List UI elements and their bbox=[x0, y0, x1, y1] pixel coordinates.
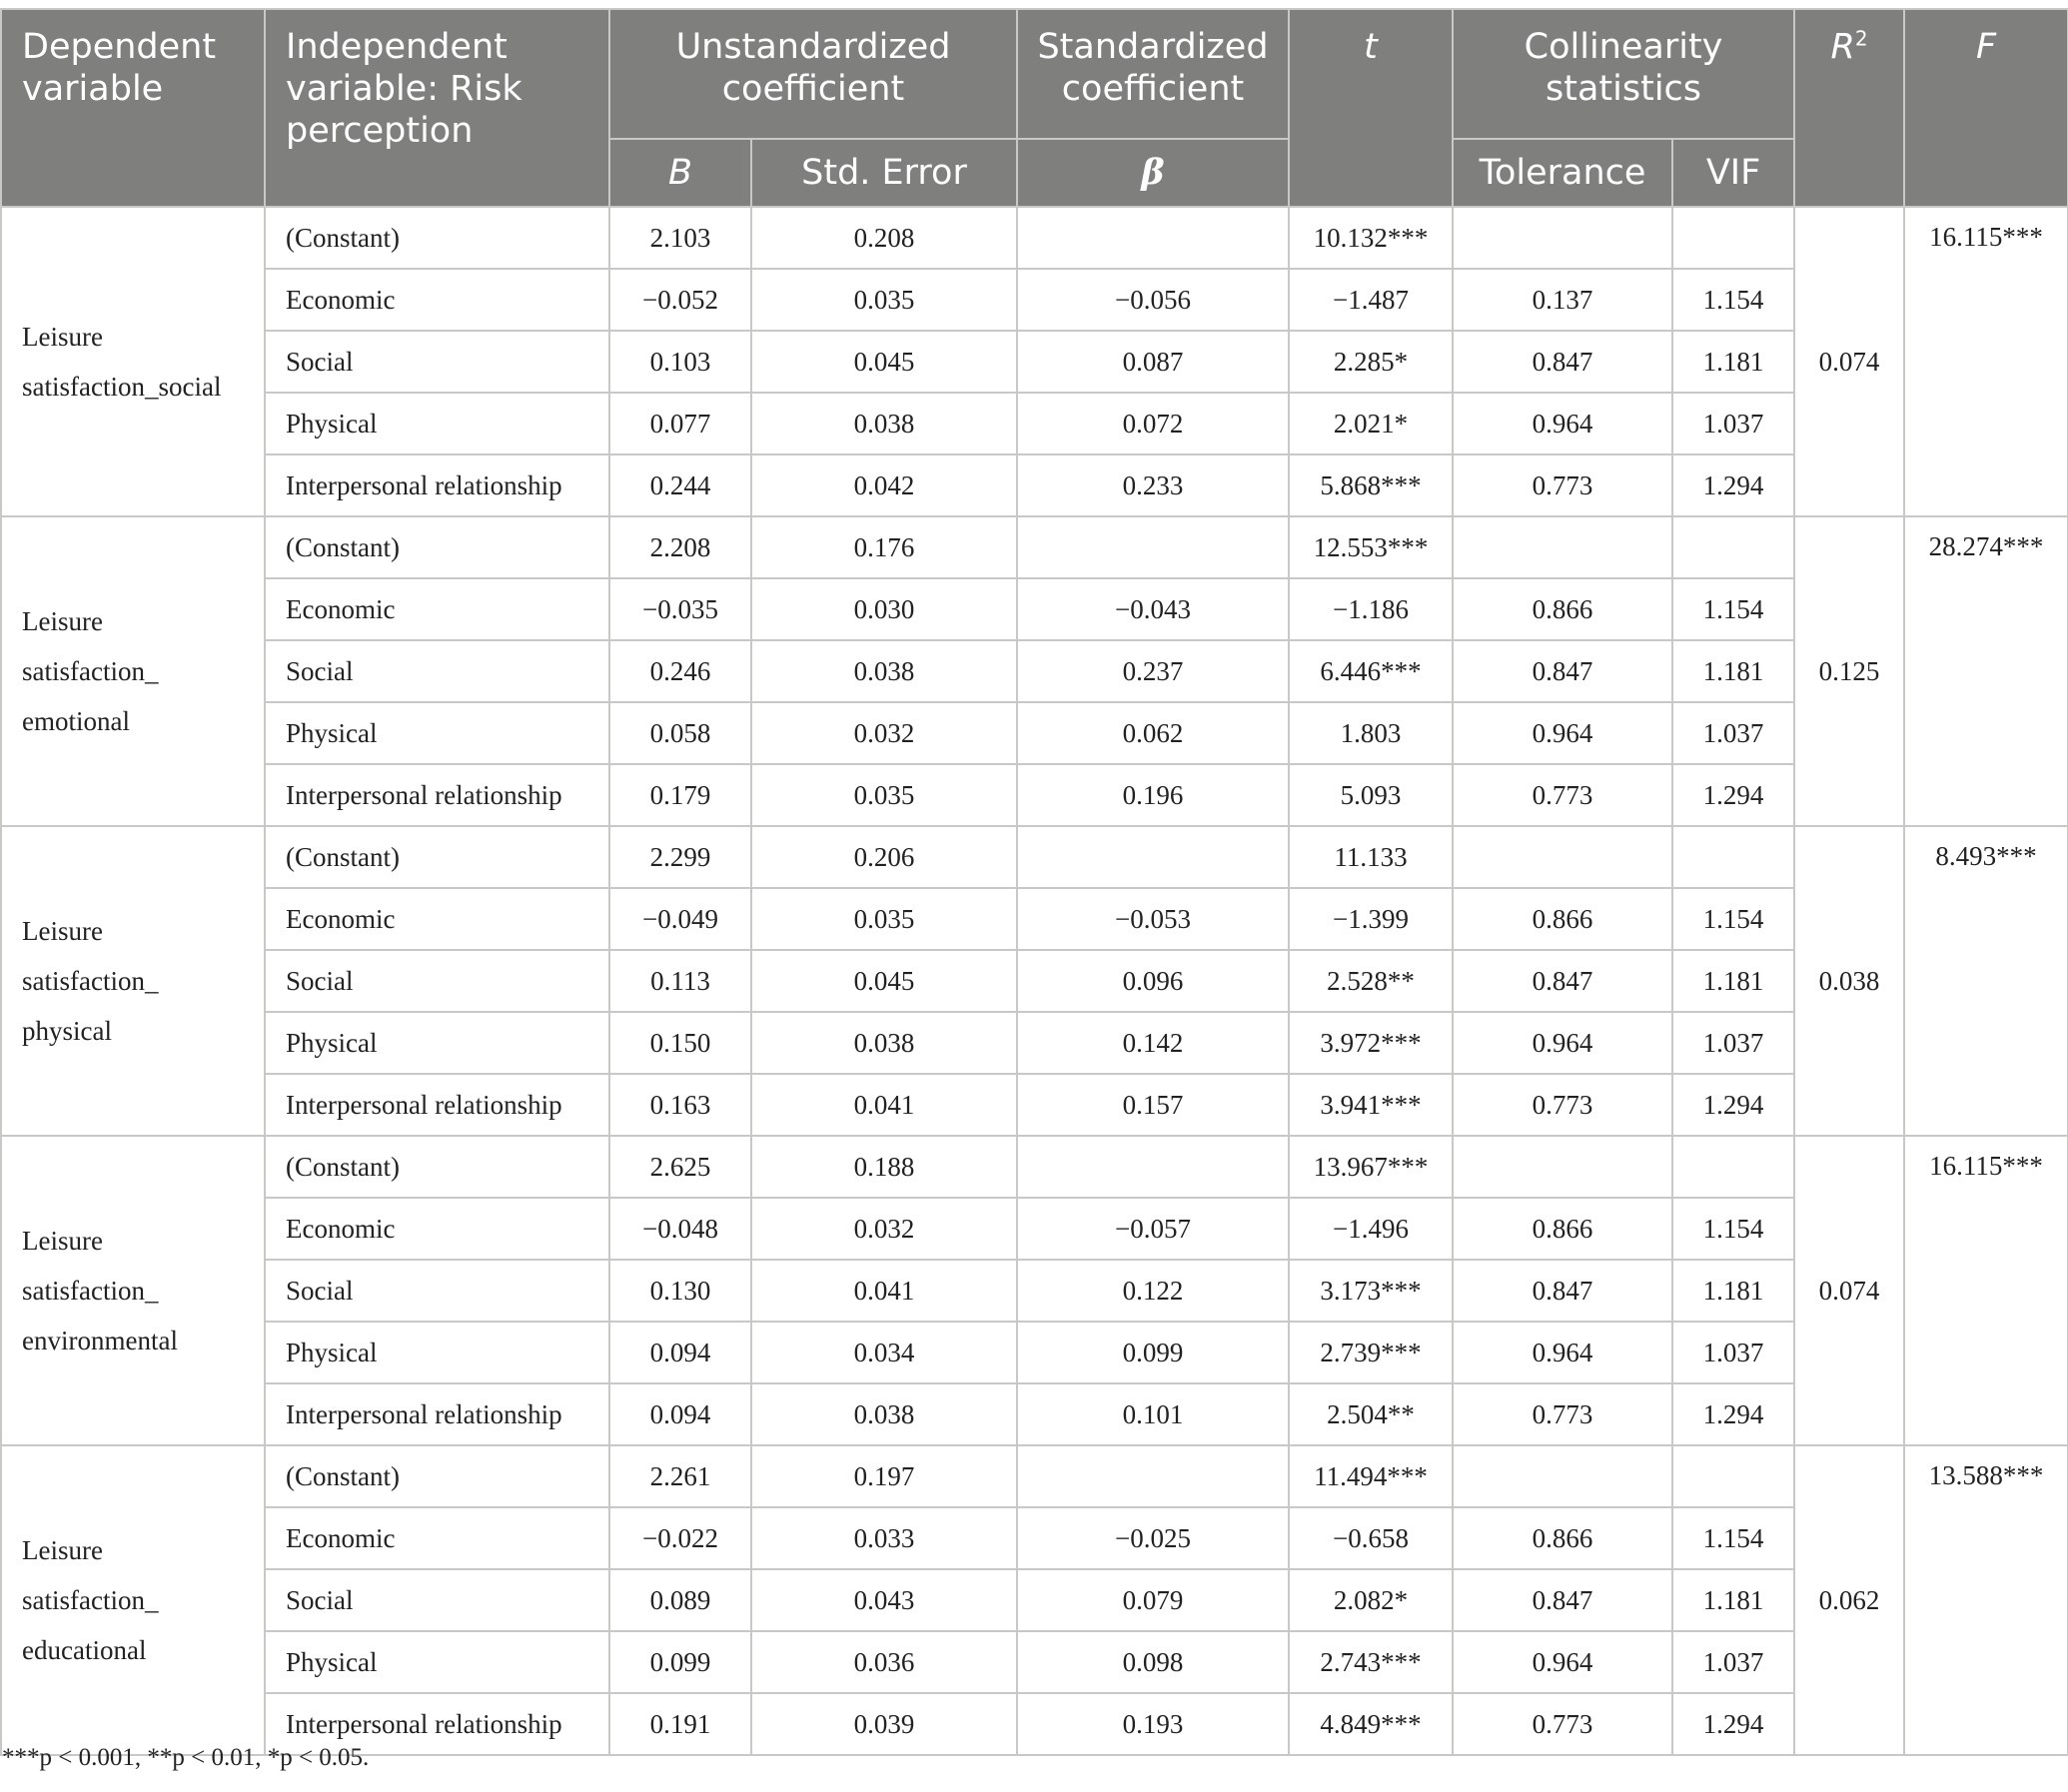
tolerance-cell: 0.964 bbox=[1453, 1322, 1672, 1383]
t-cell: 13.967*** bbox=[1289, 1136, 1453, 1198]
std-error-cell: 0.035 bbox=[751, 888, 1017, 950]
dependent-variable-line: Leisure bbox=[22, 916, 103, 946]
b-cell: 0.094 bbox=[609, 1383, 751, 1445]
table-row bbox=[1, 1383, 2068, 1445]
beta-cell: −0.053 bbox=[1017, 888, 1289, 950]
t-cell: 4.849*** bbox=[1289, 1693, 1453, 1755]
t-cell: 2.285* bbox=[1289, 331, 1453, 393]
std-error-cell: 0.038 bbox=[751, 393, 1017, 454]
b-cell: 0.099 bbox=[609, 1631, 751, 1693]
vif-cell: 1.294 bbox=[1672, 764, 1794, 826]
tolerance-cell bbox=[1453, 1136, 1672, 1198]
b-cell: 0.094 bbox=[609, 1322, 751, 1383]
dependent-variable-cell bbox=[1, 207, 265, 516]
b-cell: 0.089 bbox=[609, 1569, 751, 1631]
vif-cell: 1.181 bbox=[1672, 331, 1794, 393]
table-row bbox=[1, 1012, 2068, 1074]
vif-cell: 1.154 bbox=[1672, 888, 1794, 950]
tolerance-cell: 0.847 bbox=[1453, 950, 1672, 1012]
table-row bbox=[1, 764, 2068, 826]
std-error-cell: 0.039 bbox=[751, 1693, 1017, 1755]
beta-cell: 0.122 bbox=[1017, 1260, 1289, 1322]
t-cell: −1.186 bbox=[1289, 578, 1453, 640]
tolerance-cell: 0.773 bbox=[1453, 1383, 1672, 1445]
b-cell: −0.022 bbox=[609, 1507, 751, 1569]
beta-cell: 0.099 bbox=[1017, 1322, 1289, 1383]
b-cell: 2.625 bbox=[609, 1136, 751, 1198]
beta-cell: 0.098 bbox=[1017, 1631, 1289, 1693]
std-error-cell: 0.042 bbox=[751, 454, 1017, 516]
vif-cell: 1.294 bbox=[1672, 1074, 1794, 1136]
vif-cell bbox=[1672, 516, 1794, 578]
t-cell: −1.487 bbox=[1289, 269, 1453, 331]
t-cell: 11.494*** bbox=[1289, 1445, 1453, 1507]
beta-cell: 0.196 bbox=[1017, 764, 1289, 826]
dependent-variable-cell bbox=[1, 1445, 265, 1755]
dependent-variable-line: satisfaction_ bbox=[22, 656, 159, 686]
table-body bbox=[1, 207, 2068, 1755]
independent-variable-cell: Social bbox=[265, 950, 609, 1012]
vif-cell: 1.037 bbox=[1672, 1631, 1794, 1693]
tolerance-cell: 0.847 bbox=[1453, 1260, 1672, 1322]
r-squared-superscript: 2 bbox=[1854, 26, 1868, 51]
table-row bbox=[1, 702, 2068, 764]
regression-table bbox=[0, 8, 2068, 1756]
tolerance-cell: 0.137 bbox=[1453, 269, 1672, 331]
header-f: F bbox=[1904, 9, 2068, 207]
t-cell: 2.743*** bbox=[1289, 1631, 1453, 1693]
r-squared-cell: 0.125 bbox=[1794, 516, 1904, 826]
b-cell: 0.163 bbox=[609, 1074, 751, 1136]
independent-variable-cell: (Constant) bbox=[265, 207, 609, 269]
r-squared-base: R bbox=[1830, 27, 1855, 67]
table-row bbox=[1, 1136, 2068, 1198]
beta-cell bbox=[1017, 1445, 1289, 1507]
dependent-variable-cell bbox=[1, 826, 265, 1136]
independent-variable-cell: (Constant) bbox=[265, 826, 609, 888]
beta-cell: 0.142 bbox=[1017, 1012, 1289, 1074]
b-cell: 2.103 bbox=[609, 207, 751, 269]
table-row bbox=[1, 1569, 2068, 1631]
r-squared-cell: 0.074 bbox=[1794, 207, 1904, 516]
header-b: B bbox=[609, 139, 751, 207]
b-cell: −0.048 bbox=[609, 1198, 751, 1260]
dependent-variable-line: Leisure bbox=[22, 322, 103, 352]
f-cell: 28.274*** bbox=[1904, 516, 2068, 826]
std-error-cell: 0.030 bbox=[751, 578, 1017, 640]
t-cell: 3.173*** bbox=[1289, 1260, 1453, 1322]
independent-variable-cell: Physical bbox=[265, 1631, 609, 1693]
dependent-variable-line: satisfaction_ bbox=[22, 1585, 159, 1615]
tolerance-cell: 0.773 bbox=[1453, 1074, 1672, 1136]
beta-cell: 0.079 bbox=[1017, 1569, 1289, 1631]
table-footnote: ***p < 0.001, **p < 0.01, *p < 0.05. bbox=[2, 1744, 370, 1771]
tolerance-cell: 0.866 bbox=[1453, 1198, 1672, 1260]
dependent-variable-line: Leisure bbox=[22, 1535, 103, 1565]
f-cell: 16.115*** bbox=[1904, 1136, 2068, 1445]
t-cell: −1.496 bbox=[1289, 1198, 1453, 1260]
table-row bbox=[1, 950, 2068, 1012]
tolerance-cell bbox=[1453, 516, 1672, 578]
table-row bbox=[1, 1260, 2068, 1322]
std-error-cell: 0.032 bbox=[751, 702, 1017, 764]
vif-cell: 1.037 bbox=[1672, 702, 1794, 764]
beta-cell bbox=[1017, 1136, 1289, 1198]
table-row bbox=[1, 393, 2068, 454]
r-squared-cell: 0.074 bbox=[1794, 1136, 1904, 1445]
dependent-variable-line: Leisure bbox=[22, 606, 103, 636]
dependent-variable-line: educational bbox=[22, 1635, 147, 1665]
vif-cell: 1.181 bbox=[1672, 1569, 1794, 1631]
tolerance-cell: 0.773 bbox=[1453, 454, 1672, 516]
b-cell: 2.208 bbox=[609, 516, 751, 578]
std-error-cell: 0.041 bbox=[751, 1260, 1017, 1322]
table-row bbox=[1, 1631, 2068, 1693]
tolerance-cell: 0.773 bbox=[1453, 1693, 1672, 1755]
beta-cell: 0.101 bbox=[1017, 1383, 1289, 1445]
independent-variable-cell: Social bbox=[265, 1569, 609, 1631]
tolerance-cell: 0.866 bbox=[1453, 1507, 1672, 1569]
std-error-cell: 0.032 bbox=[751, 1198, 1017, 1260]
b-cell: 0.191 bbox=[609, 1693, 751, 1755]
beta-cell: 0.062 bbox=[1017, 702, 1289, 764]
std-error-cell: 0.043 bbox=[751, 1569, 1017, 1631]
vif-cell bbox=[1672, 207, 1794, 269]
b-cell: 0.113 bbox=[609, 950, 751, 1012]
b-cell: 0.058 bbox=[609, 702, 751, 764]
vif-cell: 1.154 bbox=[1672, 269, 1794, 331]
b-cell: 2.299 bbox=[609, 826, 751, 888]
table-row bbox=[1, 331, 2068, 393]
std-error-cell: 0.033 bbox=[751, 1507, 1017, 1569]
independent-variable-cell: Economic bbox=[265, 888, 609, 950]
t-cell: 5.868*** bbox=[1289, 454, 1453, 516]
t-cell: 11.133 bbox=[1289, 826, 1453, 888]
independent-variable-cell: (Constant) bbox=[265, 1136, 609, 1198]
b-cell: 2.261 bbox=[609, 1445, 751, 1507]
header-dependent-variable: Dependent variable bbox=[1, 9, 265, 207]
table-row bbox=[1, 1445, 2068, 1507]
std-error-cell: 0.045 bbox=[751, 950, 1017, 1012]
beta-cell: 0.233 bbox=[1017, 454, 1289, 516]
independent-variable-cell: Physical bbox=[265, 1322, 609, 1383]
table-row bbox=[1, 1507, 2068, 1569]
tolerance-cell: 0.866 bbox=[1453, 578, 1672, 640]
t-cell: 2.739*** bbox=[1289, 1322, 1453, 1383]
table-row bbox=[1, 578, 2068, 640]
std-error-cell: 0.045 bbox=[751, 331, 1017, 393]
vif-cell: 1.181 bbox=[1672, 1260, 1794, 1322]
independent-variable-cell: Interpersonal relationship bbox=[265, 1383, 609, 1445]
t-cell: −0.658 bbox=[1289, 1507, 1453, 1569]
vif-cell: 1.037 bbox=[1672, 1322, 1794, 1383]
dependent-variable-cell bbox=[1, 516, 265, 826]
header-tolerance: Tolerance bbox=[1453, 139, 1672, 207]
t-cell: 2.504** bbox=[1289, 1383, 1453, 1445]
tolerance-cell: 0.847 bbox=[1453, 331, 1672, 393]
table-row bbox=[1, 640, 2068, 702]
beta-cell: −0.025 bbox=[1017, 1507, 1289, 1569]
header-std-error: Std. Error bbox=[751, 139, 1017, 207]
vif-cell: 1.154 bbox=[1672, 1198, 1794, 1260]
table-row bbox=[1, 269, 2068, 331]
f-cell: 16.115*** bbox=[1904, 207, 2068, 516]
dependent-variable-line: satisfaction_ bbox=[22, 966, 159, 996]
independent-variable-cell: Economic bbox=[265, 1507, 609, 1569]
b-cell: 0.077 bbox=[609, 393, 751, 454]
t-cell: 10.132*** bbox=[1289, 207, 1453, 269]
table-row bbox=[1, 888, 2068, 950]
independent-variable-cell: Interpersonal relationship bbox=[265, 1693, 609, 1755]
independent-variable-cell: Interpersonal relationship bbox=[265, 764, 609, 826]
t-cell: −1.399 bbox=[1289, 888, 1453, 950]
b-cell: 0.244 bbox=[609, 454, 751, 516]
tolerance-cell bbox=[1453, 207, 1672, 269]
header-independent-variable: Independent variable: Risk perception bbox=[265, 9, 609, 207]
vif-cell: 1.294 bbox=[1672, 1693, 1794, 1755]
dependent-variable-line: emotional bbox=[22, 706, 130, 736]
header-t: t bbox=[1289, 9, 1453, 207]
b-cell: −0.052 bbox=[609, 269, 751, 331]
independent-variable-cell: Interpersonal relationship bbox=[265, 454, 609, 516]
independent-variable-cell: Social bbox=[265, 640, 609, 702]
table-row bbox=[1, 516, 2068, 578]
b-cell: 0.150 bbox=[609, 1012, 751, 1074]
independent-variable-cell: Social bbox=[265, 331, 609, 393]
independent-variable-cell: Interpersonal relationship bbox=[265, 1074, 609, 1136]
header-r-squared bbox=[1794, 9, 1904, 207]
vif-cell: 1.181 bbox=[1672, 950, 1794, 1012]
std-error-cell: 0.038 bbox=[751, 1012, 1017, 1074]
table-row bbox=[1, 826, 2068, 888]
tolerance-cell: 0.964 bbox=[1453, 702, 1672, 764]
table-row bbox=[1, 1322, 2068, 1383]
t-cell: 3.941*** bbox=[1289, 1074, 1453, 1136]
b-cell: 0.179 bbox=[609, 764, 751, 826]
r-squared-cell: 0.062 bbox=[1794, 1445, 1904, 1755]
independent-variable-cell: Physical bbox=[265, 702, 609, 764]
tolerance-cell: 0.866 bbox=[1453, 888, 1672, 950]
independent-variable-cell: Physical bbox=[265, 393, 609, 454]
independent-variable-cell: (Constant) bbox=[265, 1445, 609, 1507]
independent-variable-cell: Economic bbox=[265, 269, 609, 331]
beta-cell: 0.087 bbox=[1017, 331, 1289, 393]
b-cell: 0.103 bbox=[609, 331, 751, 393]
t-cell: 12.553*** bbox=[1289, 516, 1453, 578]
table-row bbox=[1, 1074, 2068, 1136]
tolerance-cell: 0.964 bbox=[1453, 393, 1672, 454]
header-row-1 bbox=[1, 9, 2068, 139]
vif-cell bbox=[1672, 826, 1794, 888]
header-standardized-coefficient: Standardized coefficient bbox=[1017, 9, 1289, 139]
table-row bbox=[1, 1198, 2068, 1260]
independent-variable-cell: (Constant) bbox=[265, 516, 609, 578]
beta-cell: 0.072 bbox=[1017, 393, 1289, 454]
vif-cell bbox=[1672, 1136, 1794, 1198]
vif-cell: 1.294 bbox=[1672, 454, 1794, 516]
std-error-cell: 0.038 bbox=[751, 640, 1017, 702]
std-error-cell: 0.041 bbox=[751, 1074, 1017, 1136]
beta-cell: 0.157 bbox=[1017, 1074, 1289, 1136]
t-cell: 2.528** bbox=[1289, 950, 1453, 1012]
b-cell: −0.035 bbox=[609, 578, 751, 640]
std-error-cell: 0.035 bbox=[751, 269, 1017, 331]
t-cell: 1.803 bbox=[1289, 702, 1453, 764]
std-error-cell: 0.036 bbox=[751, 1631, 1017, 1693]
std-error-cell: 0.197 bbox=[751, 1445, 1017, 1507]
f-cell: 8.493*** bbox=[1904, 826, 2068, 1136]
t-cell: 2.082* bbox=[1289, 1569, 1453, 1631]
beta-cell: 0.193 bbox=[1017, 1693, 1289, 1755]
tolerance-cell: 0.847 bbox=[1453, 1569, 1672, 1631]
f-cell: 13.588*** bbox=[1904, 1445, 2068, 1755]
tolerance-cell: 0.773 bbox=[1453, 764, 1672, 826]
vif-cell: 1.181 bbox=[1672, 640, 1794, 702]
b-cell: 0.130 bbox=[609, 1260, 751, 1322]
beta-cell: −0.057 bbox=[1017, 1198, 1289, 1260]
std-error-cell: 0.034 bbox=[751, 1322, 1017, 1383]
dependent-variable-line: satisfaction_social bbox=[22, 372, 222, 402]
t-cell: 3.972*** bbox=[1289, 1012, 1453, 1074]
dependent-variable-line: satisfaction_ bbox=[22, 1276, 159, 1306]
header-unstandardized-coefficient: Unstandardized coefficient bbox=[609, 9, 1017, 139]
dependent-variable-line: Leisure bbox=[22, 1226, 103, 1256]
std-error-cell: 0.035 bbox=[751, 764, 1017, 826]
beta-cell bbox=[1017, 826, 1289, 888]
independent-variable-cell: Economic bbox=[265, 578, 609, 640]
std-error-cell: 0.176 bbox=[751, 516, 1017, 578]
vif-cell bbox=[1672, 1445, 1794, 1507]
header-vif: VIF bbox=[1672, 139, 1794, 207]
tolerance-cell bbox=[1453, 826, 1672, 888]
beta-cell: 0.096 bbox=[1017, 950, 1289, 1012]
vif-cell: 1.154 bbox=[1672, 578, 1794, 640]
dependent-variable-line: physical bbox=[22, 1016, 112, 1046]
tolerance-cell: 0.964 bbox=[1453, 1631, 1672, 1693]
tolerance-cell bbox=[1453, 1445, 1672, 1507]
t-cell: 2.021* bbox=[1289, 393, 1453, 454]
header-beta: β bbox=[1017, 139, 1289, 207]
table-row bbox=[1, 454, 2068, 516]
tolerance-cell: 0.847 bbox=[1453, 640, 1672, 702]
header-collinearity-statistics: Collinearity statistics bbox=[1453, 9, 1794, 139]
t-cell: 6.446*** bbox=[1289, 640, 1453, 702]
std-error-cell: 0.206 bbox=[751, 826, 1017, 888]
t-cell: 5.093 bbox=[1289, 764, 1453, 826]
std-error-cell: 0.038 bbox=[751, 1383, 1017, 1445]
b-cell: −0.049 bbox=[609, 888, 751, 950]
beta-cell: −0.056 bbox=[1017, 269, 1289, 331]
beta-cell: 0.237 bbox=[1017, 640, 1289, 702]
vif-cell: 1.294 bbox=[1672, 1383, 1794, 1445]
r-squared-cell: 0.038 bbox=[1794, 826, 1904, 1136]
beta-cell: −0.043 bbox=[1017, 578, 1289, 640]
independent-variable-cell: Economic bbox=[265, 1198, 609, 1260]
beta-cell bbox=[1017, 516, 1289, 578]
std-error-cell: 0.188 bbox=[751, 1136, 1017, 1198]
vif-cell: 1.037 bbox=[1672, 1012, 1794, 1074]
beta-cell bbox=[1017, 207, 1289, 269]
independent-variable-cell: Physical bbox=[265, 1012, 609, 1074]
table-row bbox=[1, 207, 2068, 269]
vif-cell: 1.154 bbox=[1672, 1507, 1794, 1569]
independent-variable-cell: Social bbox=[265, 1260, 609, 1322]
std-error-cell: 0.208 bbox=[751, 207, 1017, 269]
dependent-variable-cell bbox=[1, 1136, 265, 1445]
tolerance-cell: 0.964 bbox=[1453, 1012, 1672, 1074]
vif-cell: 1.037 bbox=[1672, 393, 1794, 454]
dependent-variable-line: environmental bbox=[22, 1326, 178, 1355]
b-cell: 0.246 bbox=[609, 640, 751, 702]
